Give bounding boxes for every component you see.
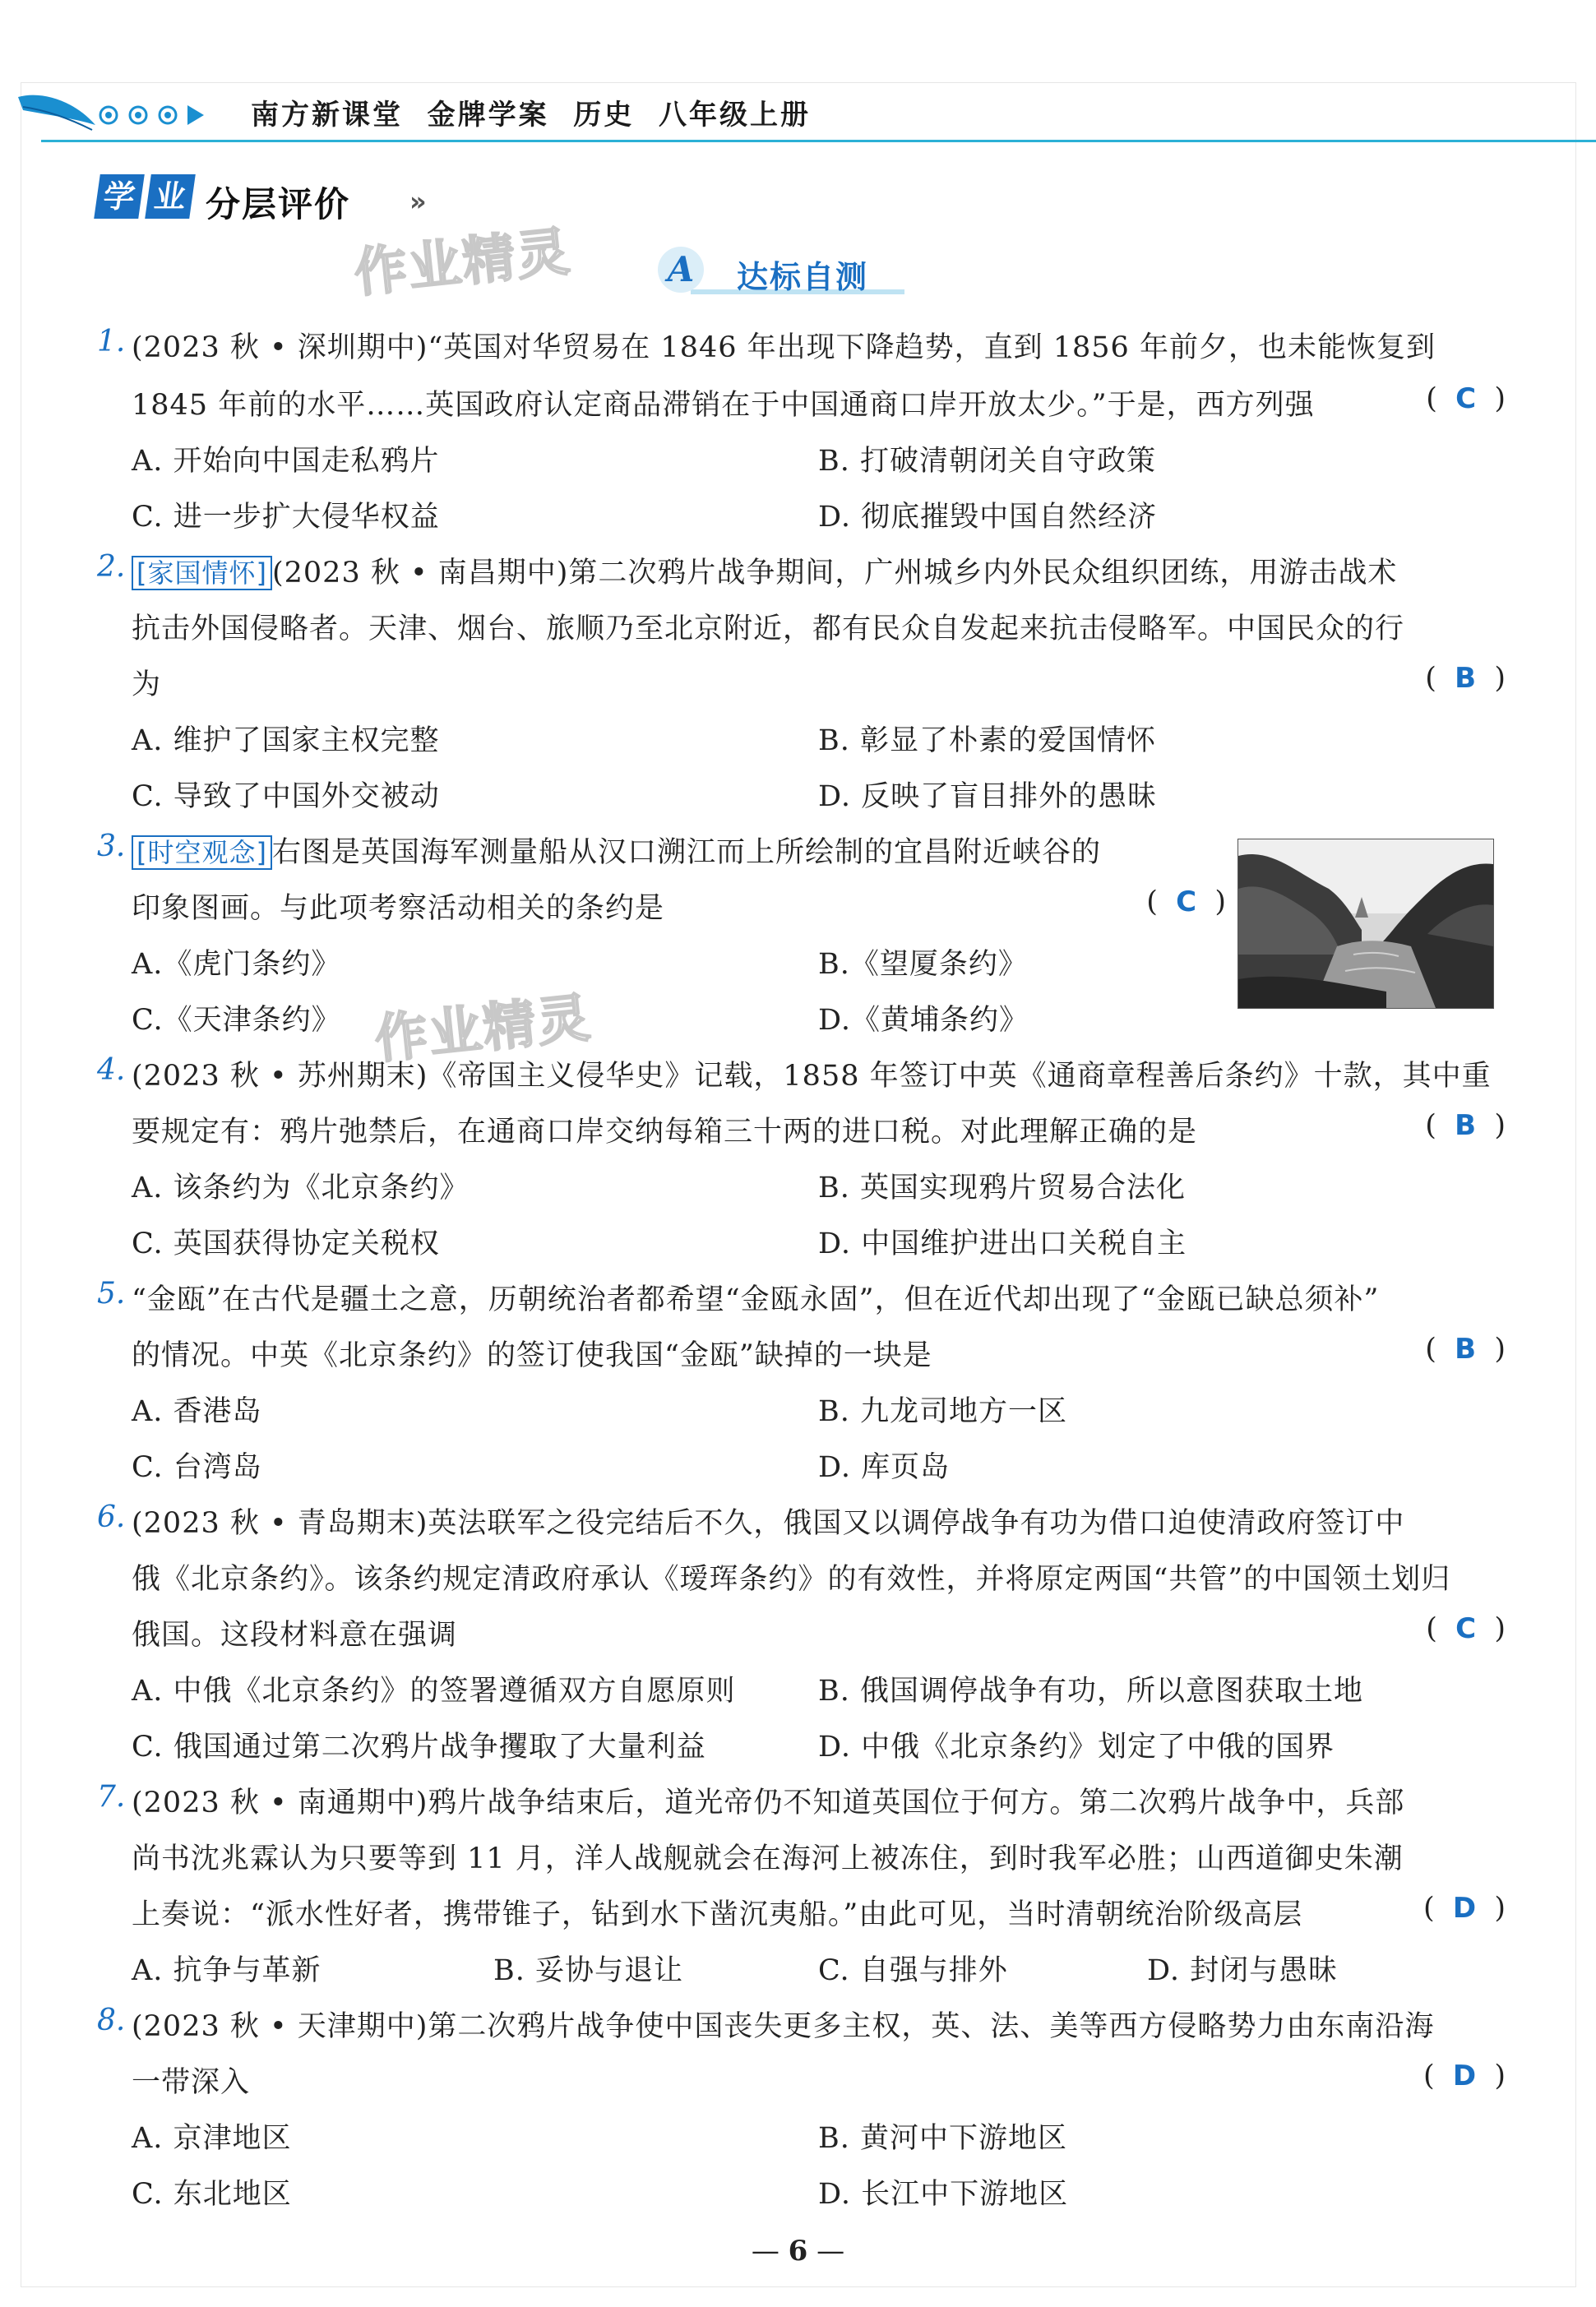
question-text-line: 尚书沈兆霖认为只要等到 11 月，洋人战舰就会在海河上被冻住，到时我军必胜；山西道御史朱潮 (132, 1842, 1404, 1875)
page-number-dash-right: — (807, 2235, 845, 2268)
question-number: 1. (97, 325, 126, 358)
question-number: 2. (97, 550, 126, 584)
option-b: B.《望厦条约》 (818, 948, 1028, 981)
page-number-dash-left: — (751, 2235, 789, 2268)
answer-letter: C (1455, 382, 1477, 415)
gorge-illustration (1237, 839, 1494, 1009)
question-text-line: (2023 秋 • 天津期中)第二次鸦片战争使中国丧失更多主权，英、法、美等西方侵略势力由东南沿海 (132, 2010, 1435, 2043)
question-text-line: 印象图画。与此项考察活动相关的条约是 (132, 892, 665, 925)
section-arrow-icon: » (409, 186, 427, 217)
question-text-line: “金瓯”在古代是疆土之意，历朝统治者都希望“金瓯永固”，但在近代却出现了“金瓯已缺总须补” (132, 1283, 1380, 1316)
option-b: B. 黄河中下游地区 (818, 2122, 1067, 2155)
question-number: 5. (97, 1277, 126, 1311)
option-a: A. 中俄《北京条约》的签署遵循双方自愿原则 (132, 1675, 736, 1708)
option-a: A. 京津地区 (132, 2122, 292, 2155)
question-text-line: 俄国。这段材料意在强调 (132, 1619, 458, 1652)
option-c: C. 自强与排外 (818, 1954, 1008, 1987)
question-text-line: 要规定有：鸦片弛禁后，在通商口岸交纳每箱三十两的进口税。对此理解正确的是 (132, 1116, 1198, 1149)
answer-bracket: ( B ) (1425, 1109, 1506, 1142)
answer-letter: C (1176, 885, 1197, 918)
option-b: B. 妥协与退让 (493, 1954, 683, 1987)
progress-dots-icon (97, 99, 237, 132)
option-c: C. 台湾岛 (132, 1451, 262, 1484)
watermark: 作业精灵 (351, 221, 574, 305)
option-d: D.《黄埔条约》 (818, 1004, 1029, 1037)
option-a: A.《虎门条约》 (132, 948, 341, 981)
question-text-line: 1845 年前的水平……英国政府认定商品滞销在于中国通商口岸开放太少。”于是，西方列强 (132, 389, 1315, 422)
section-title: 分层评价 (206, 184, 351, 224)
section-badge-1: 学 (94, 174, 145, 219)
option-c: C. 俄国通过第二次鸦片战争攫取了大量利益 (132, 1731, 706, 1764)
option-c: C. 东北地区 (132, 2178, 292, 2211)
option-d: D. 封闭与愚昧 (1147, 1954, 1339, 1987)
question-number: 7. (97, 1780, 126, 1814)
page-header (16, 82, 1579, 148)
question-text-line: 一带深入 (132, 2066, 251, 2099)
option-b: B. 俄国调停战争有功，所以意图获取土地 (818, 1675, 1363, 1708)
option-a: A. 该条约为《北京条约》 (132, 1172, 470, 1204)
answer-letter: D (1452, 1892, 1477, 1925)
answer-bracket: ( B ) (1425, 1333, 1506, 1366)
option-d: D. 中俄《北京条约》划定了中俄的国界 (818, 1731, 1335, 1764)
answer-letter: B (1455, 662, 1477, 695)
answer-bracket: ( D ) (1423, 1892, 1506, 1925)
answer-letter: D (1452, 2060, 1477, 2092)
option-d: D. 长江中下游地区 (818, 2178, 1069, 2211)
option-d: D. 库页岛 (818, 1451, 951, 1484)
option-d: D. 彻底摧毁中国自然经济 (818, 501, 1158, 534)
answer-letter: B (1455, 1109, 1477, 1142)
question-text-line: 俄《北京条约》。该条约规定清政府承认《瑷珲条约》的有效性，并将原定两国“共管”的中国领土划归 (132, 1563, 1451, 1596)
option-c: C. 导致了中国外交被动 (132, 780, 440, 813)
header-rule (41, 140, 1596, 142)
option-c: C.《天津条约》 (132, 1004, 341, 1037)
answer-bracket: ( C ) (1426, 1612, 1506, 1645)
page-number (0, 2235, 1596, 2268)
subsection-letter: A (658, 247, 704, 293)
question-text-line: 抗击外国侵略者。天津、烟台、旅顺乃至北京附近，都有民众自发起来抗击侵略军。中国民众的行 (132, 613, 1405, 645)
option-b: B. 九龙司地方一区 (818, 1395, 1067, 1428)
quill-icon (16, 82, 99, 148)
question-text-line: [家国情怀] (2023 秋 • 南昌期中)第二次鸦片战争期间，广州城乡内外民众组织团练，用游击战术 (132, 550, 1397, 591)
answer-bracket: ( B ) (1425, 662, 1506, 695)
section-badge-2: 业 (145, 174, 196, 219)
question-text-line: 的情况。中英《北京条约》的签订使我国“金瓯”缺掉的一块是 (132, 1339, 932, 1372)
question-number: 3. (97, 830, 126, 863)
option-b: B. 打破清朝闭关自守政策 (818, 445, 1156, 478)
option-d: D. 反映了盲目排外的愚昧 (818, 780, 1158, 813)
question-tag: [时空观念] (132, 835, 272, 870)
question-text-line: (2023 秋 • 深圳期中)“英国对华贸易在 1846 年出现下降趋势，直到 1856 年前夕，也未能恢复到 (132, 331, 1436, 364)
answer-bracket: ( D ) (1423, 2060, 1506, 2092)
header-title: 南方新课堂 金牌学案 历史 八年级上册 (251, 99, 812, 132)
option-d: D. 中国维护进出口关税自主 (818, 1227, 1187, 1260)
page-number-value: 6 (788, 2235, 808, 2268)
gorge-image-icon (1238, 839, 1493, 1008)
question-number: 6. (97, 1500, 126, 1534)
option-a: A. 维护了国家主权完整 (132, 724, 440, 757)
watermark: 作业精灵 (372, 987, 594, 1071)
question-number: 8. (97, 2004, 126, 2037)
option-a: A. 开始向中国走私鸦片 (132, 445, 440, 478)
subsection-title: 达标自测 (737, 259, 869, 295)
option-c: C. 英国获得协定关税权 (132, 1227, 440, 1260)
question-text-line: 为 (132, 668, 162, 701)
option-c: C. 进一步扩大侵华权益 (132, 501, 440, 534)
answer-bracket: ( C ) (1146, 885, 1226, 918)
answer-letter: C (1455, 1612, 1477, 1645)
question-text-line: 上奏说：“派水性好者，携带锥子，钻到水下凿沉夷船。”由此可见，当时清朝统治阶级高层 (132, 1898, 1303, 1931)
question-text-line: [时空观念] 右图是英国海军测量船从汉口溯江而上所绘制的宜昌附近峡谷的 (132, 830, 1101, 871)
option-b: B. 英国实现鸦片贸易合法化 (818, 1172, 1186, 1204)
answer-letter: B (1455, 1333, 1477, 1366)
question-text-line: (2023 秋 • 青岛期末)英法联军之役完结后不久，俄国又以调停战争有功为借口迫使清政府签订中 (132, 1507, 1405, 1540)
question-text-line: (2023 秋 • 苏州期末)《帝国主义侵华史》记载，1858 年签订中英《通商章程善后条约》十款，其中重 (132, 1060, 1492, 1093)
option-a: A. 抗争与革新 (132, 1954, 322, 1987)
question-number: 4. (97, 1053, 126, 1087)
question-tag: [家国情怀] (132, 556, 272, 590)
option-b: B. 彰显了朴素的爱国情怀 (818, 724, 1156, 757)
question-text-line: (2023 秋 • 南通期中)鸦片战争结束后，道光帝仍不知道英国位于何方。第二次鸦片战争中，兵部 (132, 1787, 1405, 1819)
option-a: A. 香港岛 (132, 1395, 262, 1428)
answer-bracket: ( C ) (1426, 382, 1506, 415)
